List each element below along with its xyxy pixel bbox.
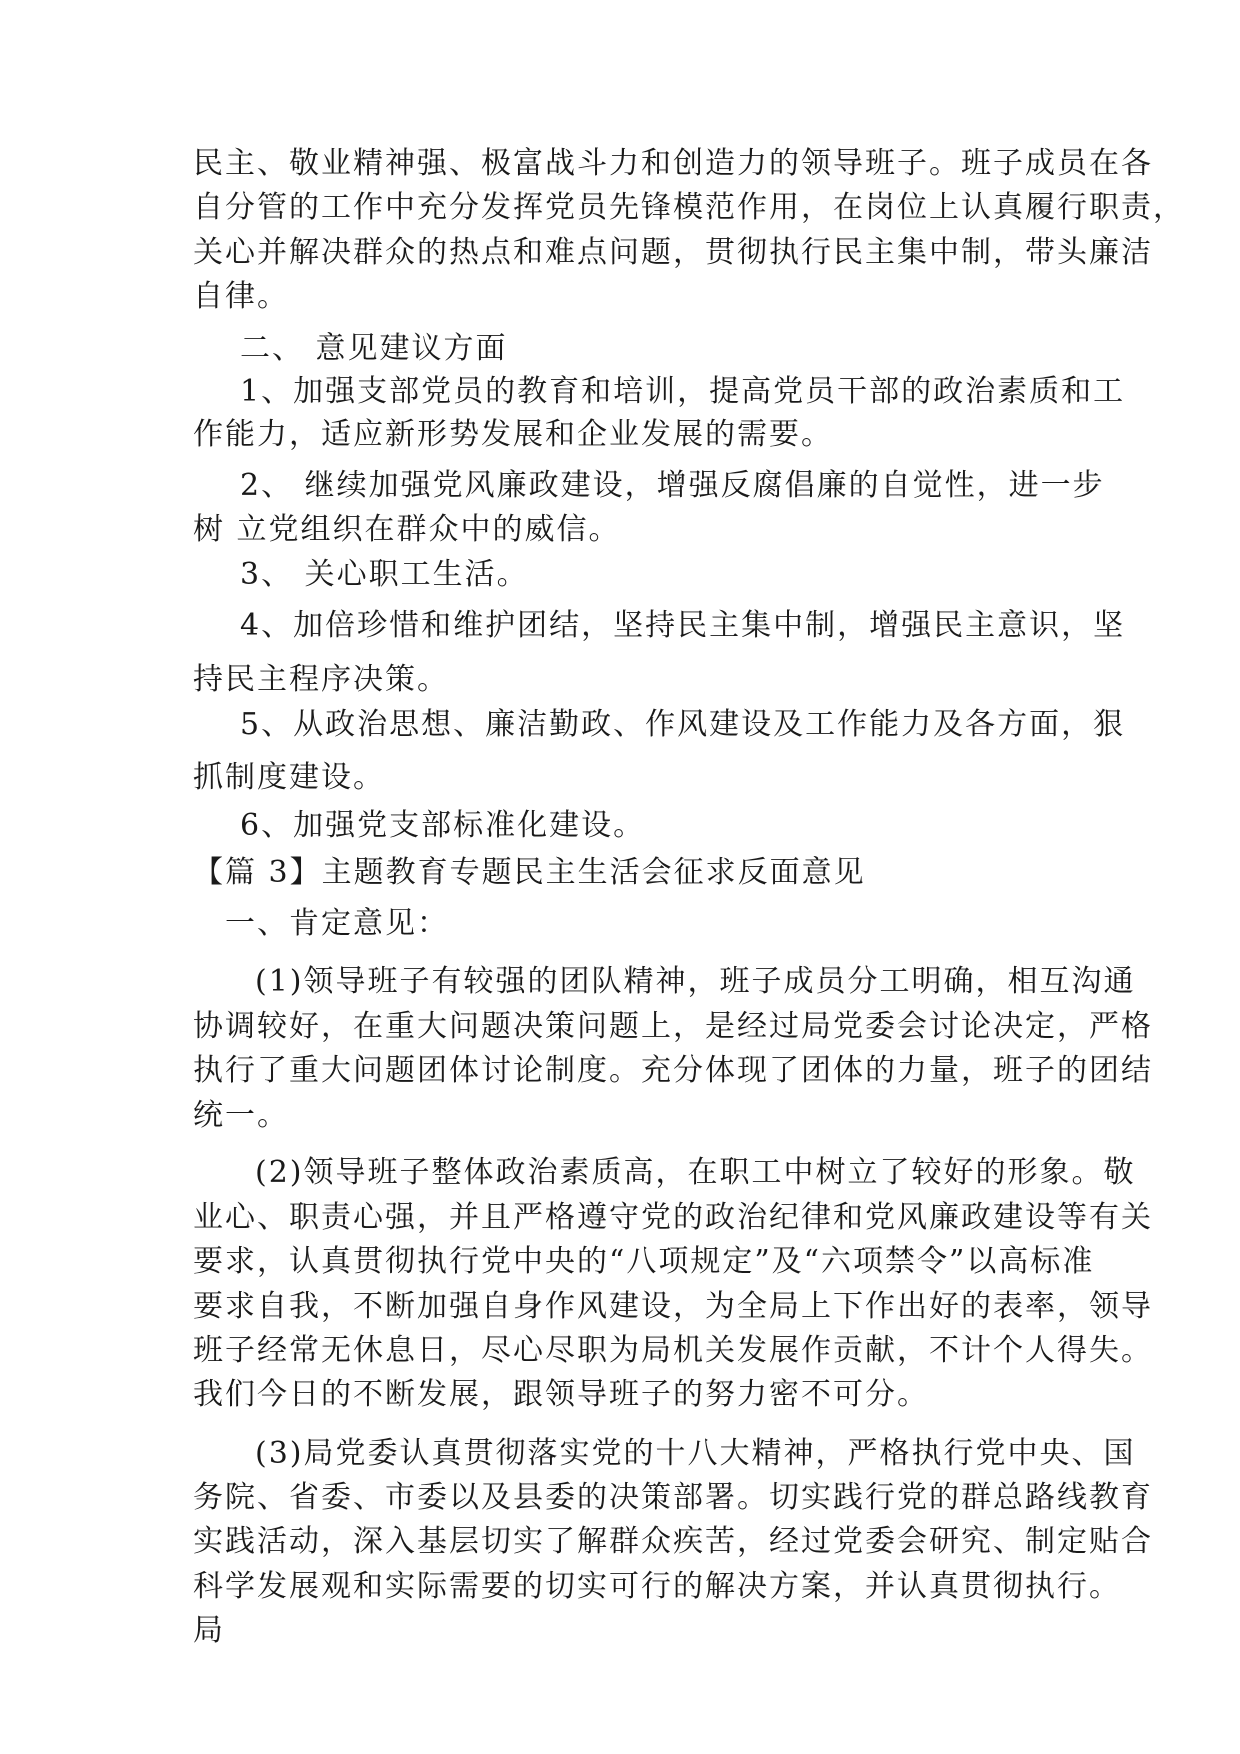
text-line: 自律。 [193, 279, 289, 314]
text-line: 务院、省委、市委以及县委的决策部署。切实践行党的群总路线教育 [193, 1480, 1153, 1515]
text-line: 科学发展观和实际需要的切实可行的解决方案，并认真贯彻执行。 [193, 1569, 1121, 1604]
text-line: 实践活动，深入基层切实了解群众疾苦，经过党委会研究、制定贴合 [193, 1524, 1153, 1559]
list-item: 4、加倍珍惜和维护团结，坚持民主集中制，增强民主意识，坚 [240, 608, 1126, 643]
text-line: 协调较好，在重大问题决策问题上，是经过局党委会讨论决定，严格 [193, 1009, 1153, 1044]
text-line: 局 [193, 1613, 225, 1648]
list-item: 6、加强党支部标准化建设。 [240, 808, 646, 843]
list-item: 1、加强支部党员的教育和培训，提高党员干部的政治素质和工 [240, 374, 1126, 409]
text-line: 业心、职责心强，并且严格遵守党的政治纪律和党风廉政建设等有关 [193, 1200, 1153, 1235]
text-line: 要求自我，不断加强自身作风建设，为全局上下作出好的表率，领导 [193, 1289, 1153, 1324]
text-line: 自分管的工作中充分发挥党员先锋模范作用，在岗位上认真履行职责， [193, 190, 1185, 225]
paragraph-line: (2)领导班子整体政治素质高，在职工中树立了较好的形象。敬 [255, 1155, 1136, 1190]
text-line: 持民主程序决策。 [193, 662, 449, 697]
text-line: 我们今日的不断发展，跟领导班子的努力密不可分。 [193, 1377, 929, 1412]
text-line: 统一。 [193, 1098, 289, 1133]
article-title: 【篇 3】主题教育专题民主生活会征求反面意见 [193, 855, 866, 890]
paragraph-line: (1)领导班子有较强的团队精神，班子成员分工明确，相互沟通 [255, 964, 1136, 999]
section-heading: 一、肯定意见： [225, 906, 449, 941]
text-line: 树 立党组织在群众中的威信。 [193, 512, 621, 547]
list-item: 2、 继续加强党风廉政建设，增强反腐倡廉的自觉性，进一步 [240, 468, 1105, 503]
list-item: 3、 关心职工生活。 [240, 557, 529, 592]
text-line: 关心并解决群众的热点和难点问题，贯彻执行民主集中制，带头廉洁 [193, 235, 1153, 270]
list-item: 5、从政治思想、廉洁勤政、作风建设及工作能力及各方面，狠 [240, 707, 1126, 742]
text-line: 班子经常无休息日，尽心尽职为局机关发展作贡献，不计个人得失。 [193, 1333, 1153, 1368]
text-line: 作能力，适应新形势发展和企业发展的需要。 [193, 417, 833, 452]
paragraph-line: (3)局党委认真贯彻落实党的十八大精神，严格执行党中央、国 [255, 1436, 1136, 1471]
text-line: 抓制度建设。 [193, 760, 385, 795]
section-heading: 二、 意见建议方面 [240, 331, 508, 366]
text-line: 民主、敬业精神强、极富战斗力和创造力的领导班子。班子成员在各 [193, 146, 1153, 181]
text-line: 要求，认真贯彻执行党中央的“八项规定”及“六项禁令”以高标准 [193, 1244, 1095, 1279]
text-line: 执行了重大问题团体讨论制度。充分体现了团体的力量，班子的团结 [193, 1053, 1153, 1088]
